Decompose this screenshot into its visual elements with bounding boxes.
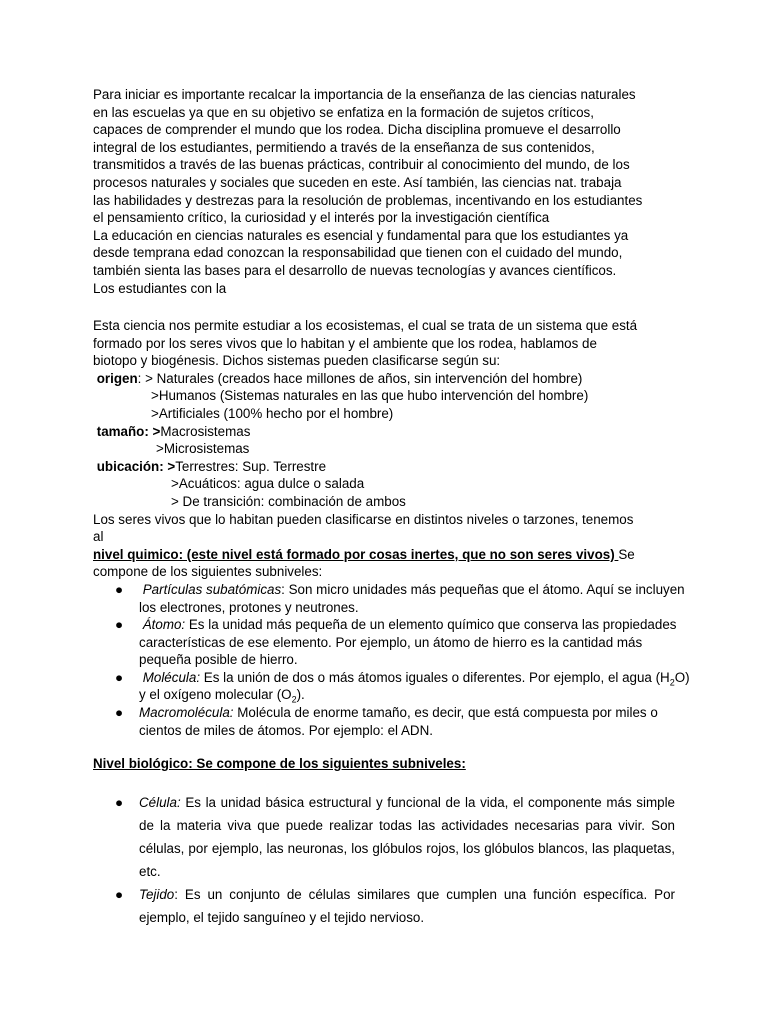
tamano-item: Macrosistemas [160, 423, 251, 439]
definition: Es la unidad básica estructural y funcional de la vida, el componente más simple de la materia viva que puede realizar todas las actividades necesarias para vivir. Son células, por ejemplo, las neuronas, los glóbulos rojos, los glóbulos blancos, las plaquetas, etc. [139, 795, 675, 879]
nivel-quimico-list [93, 581, 693, 739]
list-item [93, 669, 693, 704]
text-line: Los estudiantes con la [93, 280, 227, 296]
bullet-icon: ● [115, 669, 124, 685]
definition: Es la unidad más pequeña de un elemento químico que conserva las propiedades características de ese elemento. Por ejemplo, un átomo de hierro es la cantidad más pequeña posible de hierro. [139, 617, 677, 668]
term: Partículas subatómicas [142, 581, 282, 597]
bullet-icon: ● [115, 617, 124, 633]
origen-item: >Artificiales (100% hecho por el hombre) [151, 405, 394, 421]
tamano-item: >Microsistemas [156, 441, 250, 457]
classification-ubicacion [93, 458, 693, 476]
text-line: Para iniciar es importante recalcar la importancia de la enseñanza de las ciencias naturales [93, 87, 636, 102]
bullet-icon: ● [115, 887, 124, 902]
nivel-quimico-heading-line [93, 546, 693, 564]
bullet-icon: ● [115, 581, 124, 597]
list-item [93, 883, 675, 929]
text-line: Los seres vivos que lo habitan pueden clasificarse en distintos niveles o tarzones, tenemos [93, 511, 634, 527]
term: Molécula: [142, 669, 201, 685]
ecosystems-section [93, 317, 693, 739]
text-line: compone de los siguientes subniveles: [93, 564, 323, 580]
classification-tamano [93, 423, 693, 441]
classification-origen [93, 370, 693, 388]
text-line: La educación en ciencias naturales es esencial y fundamental para que los estudiantes ya [93, 227, 629, 243]
term: Célula: [139, 795, 181, 810]
text-line: capaces de comprender el mundo que los rodea. Dicha disciplina promueve el desarrollo [93, 122, 621, 138]
text-line: biotopo y biogénesis. Dichos sistemas pueden clasificarse según su: [93, 353, 501, 369]
term: Tejido [139, 887, 175, 902]
text-line: transmitidos a través de las buenas prácticas, contribuir al conocimiento del mundo, de los [93, 157, 630, 173]
list-item [93, 704, 693, 739]
nivel-quimico-heading: nivel quimico: (este nivel está formado por cosas inertes, que no son seres vivos) [93, 546, 619, 562]
term: Macromolécula: [139, 705, 234, 721]
origen-item: : > Naturales (creados hace millones de años, sin intervención del hombre) [137, 370, 583, 386]
text-line: el pensamiento crítico, la curiosidad y el interés por la investigación científica [93, 210, 550, 226]
definition: : Son micro unidades más pequeñas que el átomo. Aquí se incluyen los electrones, protones y neutrones. [139, 581, 685, 615]
nivel-biologico-heading: Nivel biológico: Se compone de los siguientes subniveles: [93, 756, 466, 771]
text-line: al [93, 529, 104, 545]
nivel-biologico-list [93, 791, 675, 929]
intro-paragraph [93, 86, 693, 297]
origen-item: >Humanos (Sistemas naturales en las que hubo intervención del hombre) [151, 388, 589, 404]
bullet-icon: ● [115, 705, 124, 721]
text-line: procesos naturales y sociales que suceden en este. Así también, las ciencias nat. trabaja [93, 174, 622, 190]
ubicacion-item: > De transición: combinación de ambos [171, 493, 406, 509]
bullet-icon: ● [115, 795, 124, 810]
text-line: en las escuelas ya que en su objetivo se enfatiza en la formación de sujetos críticos, [93, 104, 594, 120]
term: Átomo: [142, 617, 186, 633]
ubicacion-label: ubicación: > [96, 458, 176, 474]
subscript: 2 [669, 677, 675, 688]
definition: : Es un conjunto de células similares que cumplen una función específica. Por ejemplo, el tejido sanguíneo y el tejido nervioso. [139, 887, 675, 925]
definition: Molécula de enorme tamaño, es decir, que está compuesta por miles o cientos de miles de átomos. Por ejemplo: el ADN. [139, 705, 658, 738]
definition: ). [296, 687, 305, 703]
heading-tail: Se [618, 546, 635, 562]
tamano-label: tamaño: > [96, 423, 161, 439]
origen-label: origen [96, 370, 138, 386]
list-item [93, 581, 693, 616]
text-line: también sienta las bases para el desarrollo de nuevas tecnologías y avances científicos. [93, 262, 617, 278]
text-line: integral de los estudiantes, permitiendo a través de la enseñanza de sus contenidos, [93, 139, 595, 155]
text-line: Esta ciencia nos permite estudiar a los ecosistemas, el cual se trata de un sistema que está [93, 318, 638, 333]
list-item [93, 791, 675, 883]
text-line: formado por los seres vivos que lo habitan y el ambiente que los rodea, hablamos de [93, 335, 597, 351]
text-line: desde temprana edad conozcan la responsabilidad que tienen con el cuidado del mundo, [93, 245, 623, 261]
text-line: las habilidades y destrezas para la resolución de problemas, incentivando en los estudiantes [93, 192, 643, 208]
definition: Es la unión de dos o más átomos iguales o diferentes. Por ejemplo, el agua (H [200, 669, 670, 685]
ubicacion-item: Terrestres: Sup. Terrestre [175, 458, 327, 474]
definition: O) y el oxígeno molecular (O [139, 669, 690, 703]
list-item [93, 616, 693, 669]
ubicacion-item: >Acuáticos: agua dulce o salada [171, 476, 365, 492]
subscript: 2 [291, 695, 297, 706]
